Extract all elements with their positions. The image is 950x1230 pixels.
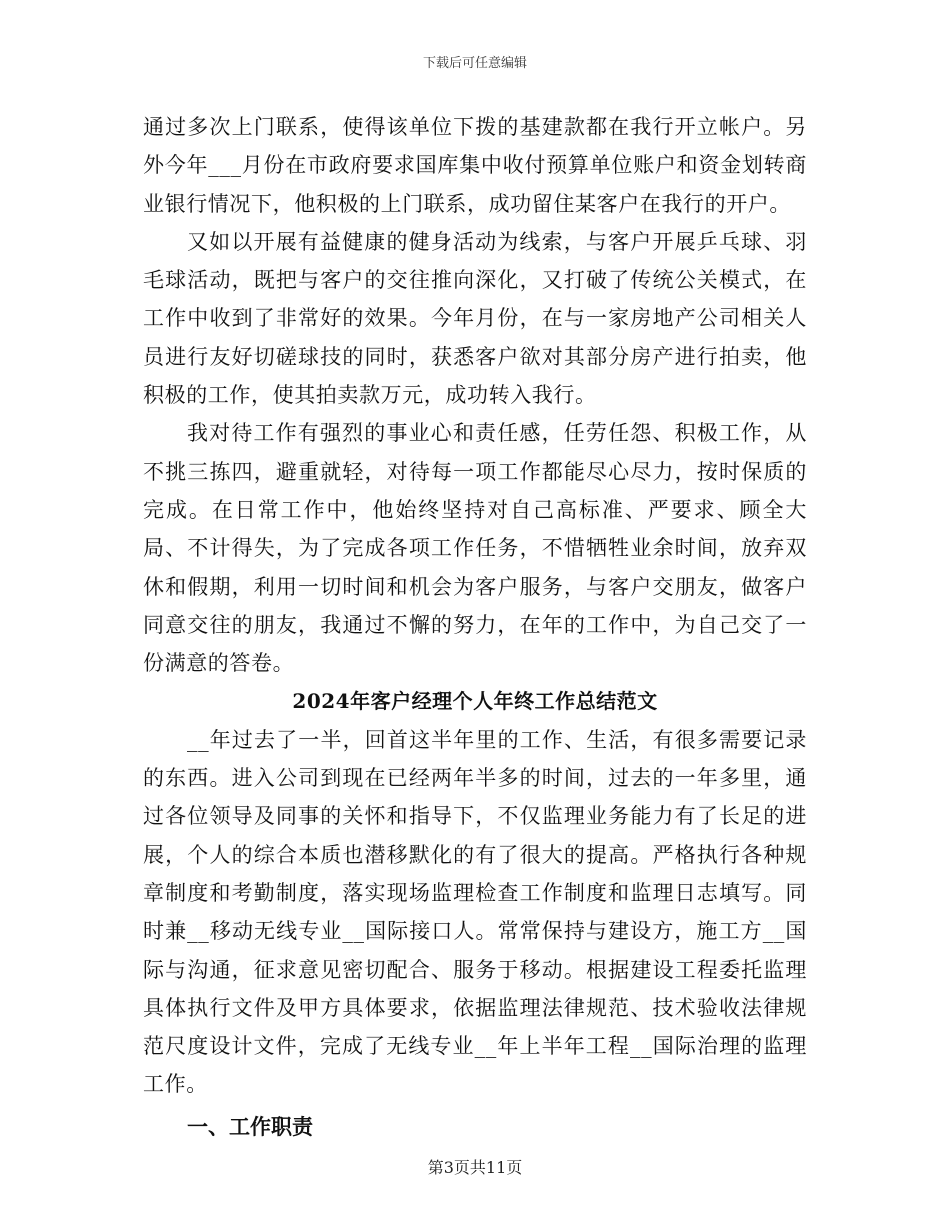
section-heading-work-duties: 一、工作职责 [187,1113,313,1139]
page-number-footer: 第3页共11页 [427,1158,523,1177]
document-title: 2024年客户经理个人年终工作总结范文 [292,689,658,714]
document-body [143,108,807,1146]
page-header-note: 下载后可任意编辑 [422,56,527,71]
paragraph-2: 又如以开展有益健康的健身活动为线索，与客户开展乒乓球、羽毛球活动，既把与客户的交往推向深化，又打破了传统公关模式，在工作中收到了非常好的效果。今年月份，在与一家房地产公司相关人员进行友好切磋球技的同时，获悉客户欲对其部分房产进行拍卖，他积极的工作，使其拍卖款万元，成功转入我行。 [143,229,807,408]
paragraph-3: 我对待工作有强烈的事业心和责任感，任劳任怨、积极工作，从不挑三拣四，避重就轻，对待每一项工作都能尽心尽力，按时保质的完成。在日常工作中，他始终坚持对自己高标准、严要求、顾全大局、不计得失，为了完成各项工作任务，不惜牺牲业余时间，放弃双休和假期，利用一切时间和机会为客户服务，与客户交朋友，做客户同意交往的朋友，我通过不懈的努力，在年的工作中，为自己交了一份满意的答卷。 [143,421,807,676]
paragraph-1: 通过多次上门联系，使得该单位下拨的基建款都在我行开立帐户。另外今年___月份在市政府要求国库集中收付预算单位账户和资金划转商业银行情况下，他积极的上门联系，成功留住某客户在我行的开户。 [143,115,807,216]
paragraph-4: __年过去了一半，回首这半年里的工作、生活，有很多需要记录的东西。进入公司到现在已经两年半多的时间，过去的一年多里，通过各位领导及同事的关怀和指导下，不仅监理业务能力有了长足的进展，个人的综合本质也潜移默化的有了很大的提高。严格执行各种规章制度和考勤制度，落实现场监理检查工作制度和监理日志填写。同时兼__移动无线专业__国际接口人。常常保持与建设方，施工方__国际与沟通，征求意见密切配合、服务于移动。根据建设工程委托监理具体执行文件及甲方具体要求，依据监理法律规范、技术验收法律规范尺度设计文件，完成了无线专业__年上半年工程__国际治理的监理工作。 [143,727,807,1097]
